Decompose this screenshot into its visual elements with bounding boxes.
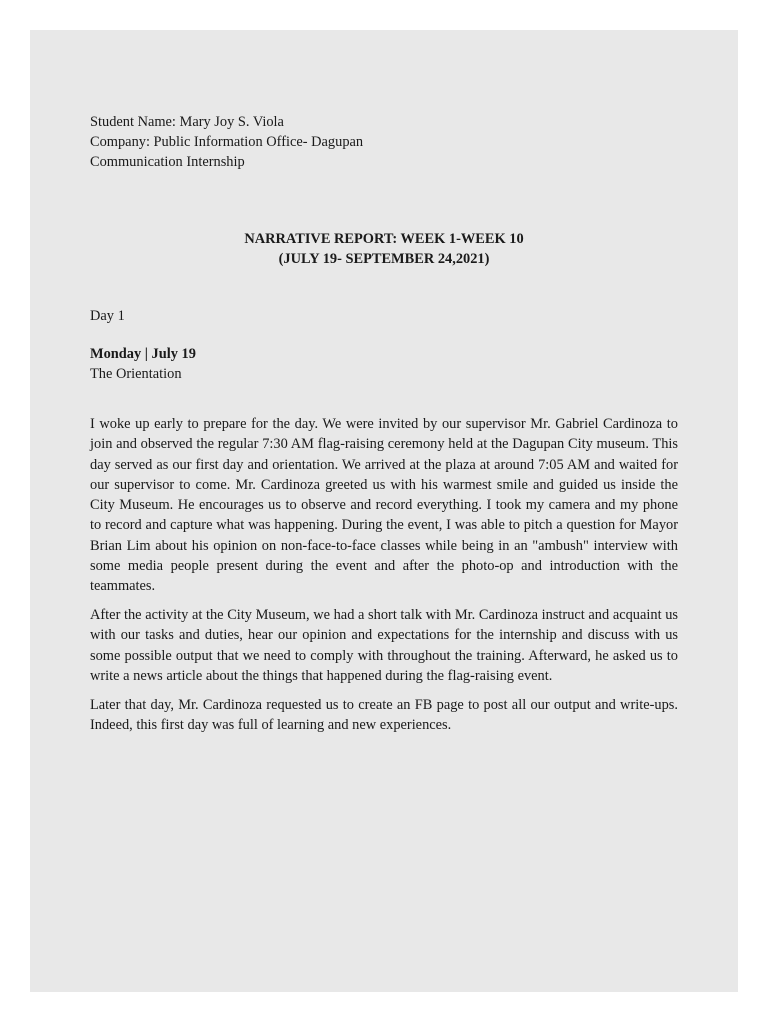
report-title	[30, 229, 738, 269]
report-title-line-1: NARRATIVE REPORT: WEEK 1-WEEK 10	[244, 231, 524, 247]
student-name: Student Name: Mary Joy S. Viola	[90, 114, 284, 130]
entry-subtitle: The Orientation	[90, 366, 182, 382]
paragraph: After the activity at the City Museum, we had a short talk with Mr. Cardinoza instruct and acquaint us with our tasks and duties, hear our opinion and expectations for the internship and discuss with us some possible output that we need to comply with throughout the training. Afterward, he asked us to write a news article about the things that happened during the flag-raising event.	[90, 607, 678, 685]
entry-heading	[90, 344, 196, 384]
entry-date: Monday | July 19	[90, 346, 196, 362]
program-name: Communication Internship	[90, 154, 245, 170]
company-name: Company: Public Information Office- Dagupan	[90, 134, 364, 150]
paragraph: Later that day, Mr. Cardinoza requested us to create an FB page to post all our output and write-ups. Indeed, this first day was full of learning and new experiences.	[90, 696, 678, 734]
document-page	[30, 30, 738, 992]
report-title-line-2: (JULY 19- SEPTEMBER 24,2021)	[278, 251, 490, 267]
day-label: Day 1	[90, 308, 125, 324]
report-body	[90, 414, 678, 744]
header-block	[90, 112, 363, 172]
paragraph: I woke up early to prepare for the day. We were invited by our supervisor Mr. Gabriel Cardinoza to join and observed the regular 7:30 AM flag-raising ceremony held at the Dagupan City museum. This day served as our first day and orientation. We arrived at the plaza at around 7:05 AM and waited for our supervisor to come. Mr. Cardinoza greeted us with his warmest smile and guided us inside the City Museum. He encourages us to observe and record everything. I took my camera and my phone to record and capture what was happening. During the event, I was able to pitch a question for Mayor Brian Lim about his opinion on non-face-to-face classes while being in an "ambush" interview with some media people present during the event and after the photo-op and introduction with the teammates.	[90, 416, 678, 595]
